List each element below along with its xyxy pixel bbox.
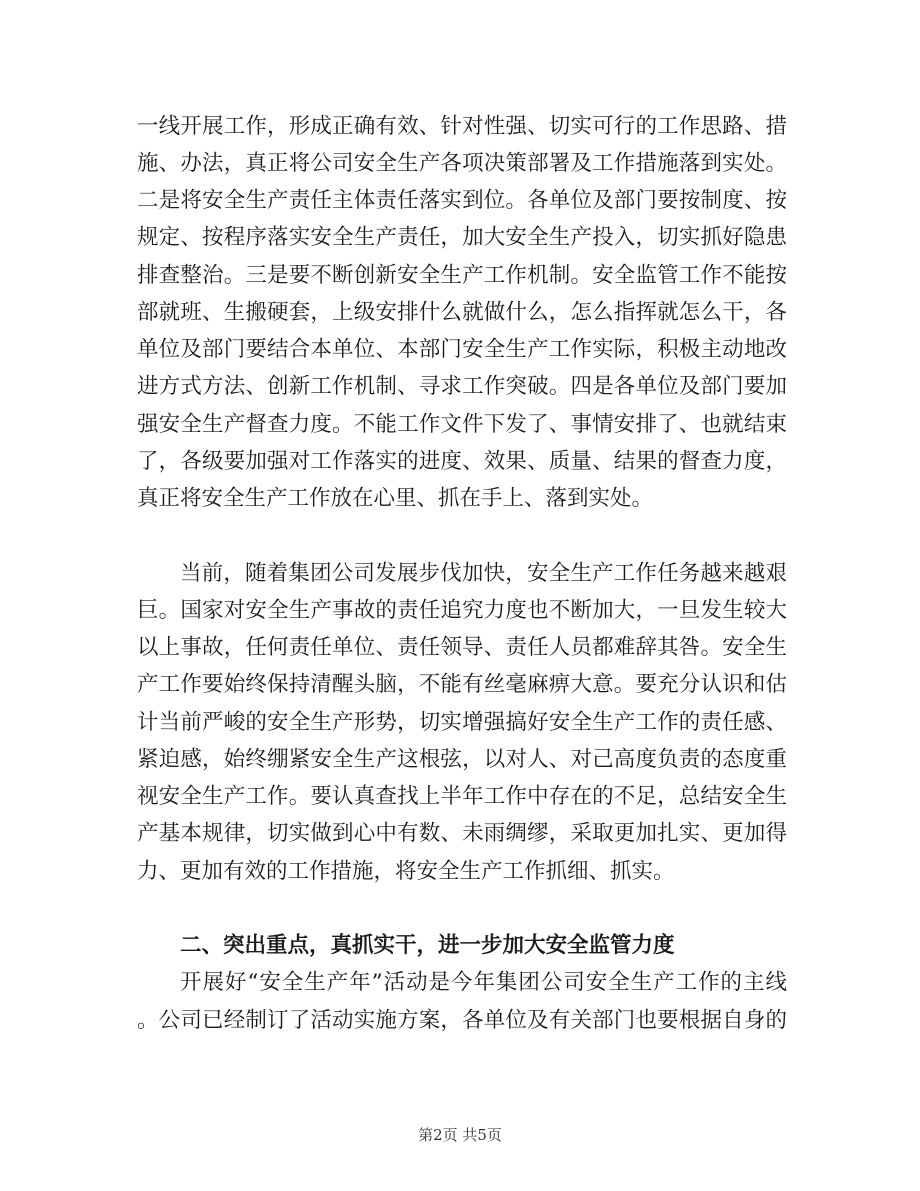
text-line: 二是将安全生产责任主体责任落实到位。各单位及部门要按制度、按: [137, 188, 787, 213]
text-line: 部就班、生搬硬套，上级安排什么就做什么，怎么指挥就怎么干，各: [137, 300, 787, 325]
text-line: 产工作要始终保持清醒头脑，不能有丝毫麻痹大意。要充分认识和估: [137, 672, 787, 697]
text-line: 紧迫感，始终绷紧安全生产这根弦，以对人、对己高度负责的态度重: [137, 747, 787, 772]
text-line: 进方式方法、创新工作机制、寻求工作突破。四是各单位及部门要加: [137, 374, 787, 399]
text-line: 当前，随着集团公司发展步伐加快，安全生产工作任务越来越艰: [180, 561, 787, 586]
text-line: 一线开展工作，形成正确有效、针对性强、切实可行的工作思路、措: [137, 114, 787, 139]
page-number-footer: 第2页 共5页: [418, 1126, 502, 1144]
text-line: 施、办法，真正将公司安全生产各项决策部署及工作措施落到实处。: [137, 151, 787, 176]
text-line: 产基本规律，切实做到心中有数、未雨绸缪，采取更加扎实、更加得: [137, 821, 787, 846]
text-line: 力、更加有效的工作措施，将安全生产工作抓细、抓实。: [137, 859, 675, 884]
text-line: 视安全生产工作。要认真查找上半年工作中存在的不足，总结安全生: [137, 784, 787, 809]
text-line: 开展好“安全生产年”活动是今年集团公司安全生产工作的主线: [180, 970, 787, 995]
text-line: 真正将安全生产工作放在心里、抓在手上、落到实处。: [137, 486, 654, 511]
text-line: 。公司已经制订了活动实施方案，各单位及有关部门也要根据自身的: [137, 1008, 787, 1033]
text-line: 巨。国家对安全生产事故的责任追究力度也不断加大，一旦发生较大: [137, 598, 787, 623]
section-heading: 二、突出重点，真抓实干，进一步加大安全监管力度: [180, 933, 675, 958]
text-line: 排查整治。三是要不断创新安全生产工作机制。安全监管工作不能按: [137, 263, 787, 288]
text-line: 强安全生产督查力度。不能工作文件下发了、事情安排了、也就结束: [137, 412, 787, 437]
text-line: 了，各级要加强对工作落实的进度、效果、质量、结果的督查力度，: [137, 449, 787, 474]
text-line: 规定、按程序落实安全生产责任，加大安全生产投入，切实抓好隐患: [137, 225, 787, 250]
text-line: 以上事故，任何责任单位、责任领导、责任人员都难辞其咎。安全生: [137, 635, 787, 660]
text-line: 单位及部门要结合本单位、本部门安全生产工作实际，积极主动地改: [137, 337, 787, 362]
text-line: 计当前严峻的安全生产形势，切实增强搞好安全生产工作的责任感、: [137, 710, 787, 735]
